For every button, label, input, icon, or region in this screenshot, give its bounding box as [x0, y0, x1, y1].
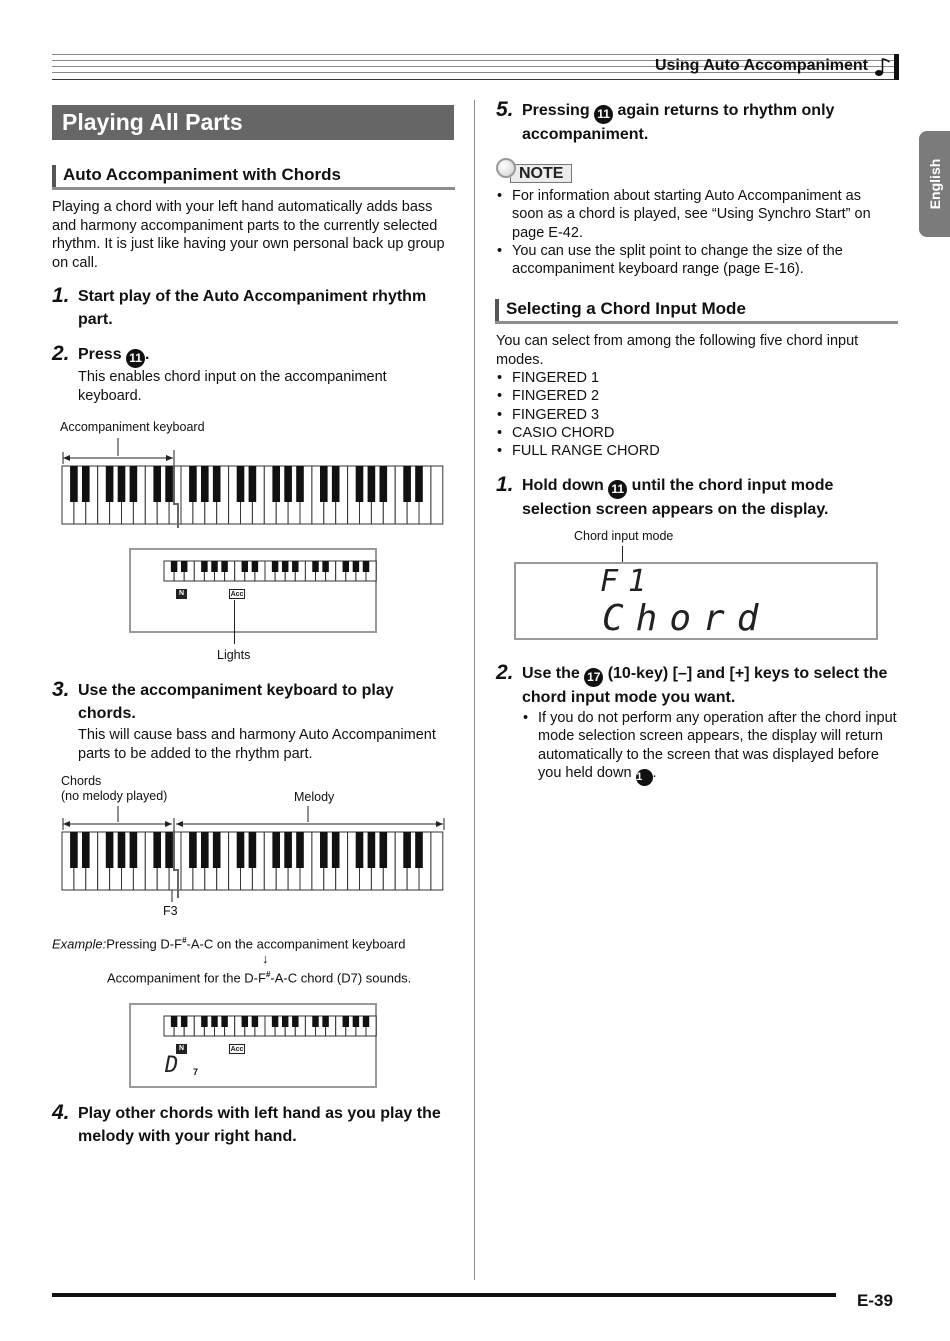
- black-key: [171, 1016, 177, 1027]
- black-key: [201, 832, 209, 868]
- black-key: [70, 832, 78, 868]
- step-number: 2.: [52, 342, 70, 365]
- black-key: [221, 561, 227, 572]
- black-key: [237, 832, 245, 868]
- accompaniment-keyboard-label: Accompaniment keyboard: [60, 420, 205, 434]
- lcd-mode-line1: F1: [600, 564, 657, 599]
- black-key: [189, 832, 197, 868]
- step-text: Press 11 .: [78, 344, 454, 368]
- note-item: • You can use the split point to change the size of the accompaniment keyboard range (page E-16).: [497, 242, 882, 279]
- lights-label: Lights: [217, 648, 251, 662]
- black-key: [379, 832, 387, 868]
- example-line: Example:Pressing D-F#-A-C on the accompaniment keyboard: [52, 936, 406, 952]
- step-number: 4.: [52, 1101, 70, 1124]
- step-text: Play other chords with left hand as you play the melody with your right hand.: [78, 1105, 441, 1145]
- column-divider: [474, 100, 475, 1280]
- lcd-display-mode: [514, 562, 878, 640]
- step-bullets: [523, 709, 899, 786]
- black-key: [153, 832, 161, 868]
- step-number: 5.: [496, 98, 514, 121]
- black-key: [181, 561, 187, 572]
- black-key: [181, 1016, 187, 1027]
- black-key: [353, 561, 359, 572]
- black-key: [249, 832, 257, 868]
- subhead-chord-input-mode: Selecting a Chord Input Mode: [495, 299, 898, 323]
- black-key: [242, 1016, 248, 1027]
- black-key: [242, 561, 248, 572]
- lcd-mini-keyboard: [163, 560, 377, 582]
- normal-indicator: N: [176, 589, 187, 599]
- black-key: [211, 561, 217, 572]
- black-key: [201, 1016, 207, 1027]
- black-key: [320, 832, 328, 868]
- button-11-icon: 11: [636, 769, 653, 786]
- step-text: Use the 17 (10-key) [–] and [+] keys to select the chord input mode you want.: [522, 665, 888, 706]
- footer-rule: [52, 1293, 836, 1297]
- black-key: [272, 1016, 278, 1027]
- black-key: [332, 466, 340, 502]
- subhead-auto-accompaniment: Auto Accompaniment with Chords: [52, 165, 455, 189]
- black-key: [82, 832, 90, 868]
- black-key: [153, 466, 161, 502]
- black-key: [201, 466, 209, 502]
- black-key: [272, 466, 280, 502]
- page-number: E-39: [857, 1291, 893, 1310]
- black-key: [213, 832, 221, 868]
- running-header-title: Using Auto Accompaniment: [654, 57, 868, 74]
- black-key: [356, 832, 364, 868]
- black-key: [165, 832, 173, 868]
- black-key: [368, 832, 376, 868]
- step-text: Pressing 11 again returns to rhythm only accompaniment.: [522, 102, 835, 143]
- black-key: [296, 832, 304, 868]
- button-17-icon: 17: [584, 668, 603, 687]
- black-key: [221, 1016, 227, 1027]
- header-end-bar: [894, 54, 899, 80]
- step-number: 3.: [52, 678, 70, 701]
- black-key: [201, 561, 207, 572]
- black-key: [296, 466, 304, 502]
- intro-paragraph: Playing a chord with your left hand automatically adds bass and harmony accompaniment parts to the currently selected rhythm. It is just like having your own personal back up group on call.: [52, 199, 445, 271]
- black-key: [106, 466, 114, 502]
- note-list: [497, 187, 882, 278]
- chord-mode-list: [497, 369, 877, 460]
- black-key: [332, 832, 340, 868]
- black-key: [312, 1016, 318, 1027]
- black-key: [213, 466, 221, 502]
- step-description: This enables chord input on the accompaniment keyboard.: [78, 369, 387, 404]
- section-title: Playing All Parts: [52, 105, 454, 140]
- black-key: [165, 466, 173, 502]
- step-description: This will cause bass and harmony Auto Accompaniment parts to be added to the rhythm part.: [78, 727, 436, 762]
- chords-label: Chords: [61, 774, 102, 788]
- black-key: [130, 466, 138, 502]
- white-key: [431, 832, 443, 890]
- language-tab: English: [919, 131, 950, 237]
- melody-label: Melody: [294, 790, 335, 804]
- subhead-underline: [495, 321, 898, 324]
- black-key: [118, 832, 126, 868]
- black-key: [130, 832, 138, 868]
- black-key: [252, 561, 258, 572]
- list-item: • If you do not perform any operation after the chord input mode selection screen appears, the display will return automatically to the screen that was displayed before you held down 11 .: [523, 709, 899, 786]
- black-key: [282, 561, 288, 572]
- white-key: [431, 466, 443, 524]
- black-key: [292, 561, 298, 572]
- lcd-display-chord: [129, 1003, 377, 1088]
- music-note-icon: [874, 55, 892, 79]
- note-item: • For information about starting Auto Accompaniment as soon as a chord is played, see “Using Synchro Start” on page E-42.: [497, 187, 882, 242]
- black-key: [368, 466, 376, 502]
- black-key: [320, 466, 328, 502]
- black-key: [282, 1016, 288, 1027]
- black-key: [70, 466, 78, 502]
- step-number: 1.: [52, 284, 70, 307]
- black-key: [363, 561, 369, 572]
- piano-keys: [62, 832, 443, 890]
- acc-indicator: Acc: [230, 1046, 244, 1053]
- black-key: [312, 561, 318, 572]
- list-item: • FULL RANGE CHORD: [497, 442, 877, 460]
- black-key: [106, 832, 114, 868]
- keyboard-illustration: [60, 438, 446, 530]
- note-badge: NOTE: [510, 164, 572, 183]
- step-text: Use the accompaniment keyboard to play chords.: [78, 682, 394, 722]
- piano-keys: [62, 466, 443, 524]
- example-result: Accompaniment for the D-F#-A-C chord (D7) sounds.: [107, 970, 412, 986]
- split-point-label: F3: [163, 904, 178, 918]
- lights-pointer-line: [234, 600, 235, 644]
- black-key: [322, 561, 328, 572]
- step-text: Hold down 11 until the chord input mode selection screen appears on the display.: [522, 477, 834, 518]
- black-key: [249, 466, 257, 502]
- black-key: [379, 466, 387, 502]
- black-key: [189, 466, 197, 502]
- black-key: [356, 466, 364, 502]
- lcd-mode-line2: Chord: [602, 598, 771, 639]
- black-key: [353, 1016, 359, 1027]
- intro-paragraph: You can select from among the following five chord input modes.: [496, 333, 859, 368]
- normal-indicator: N: [176, 1044, 187, 1054]
- button-11-icon: 11: [608, 480, 627, 499]
- lcd-display-lights: [129, 548, 377, 633]
- black-key: [252, 1016, 258, 1027]
- keyboard-split-illustration: [60, 806, 446, 902]
- step-number: 2.: [496, 661, 514, 684]
- black-key: [284, 832, 292, 868]
- chord-input-mode-label: Chord input mode: [574, 529, 674, 543]
- black-key: [403, 832, 411, 868]
- black-key: [171, 561, 177, 572]
- button-11-icon: 11: [594, 105, 613, 124]
- down-arrow-icon: ↓: [262, 951, 269, 966]
- acc-indicator: Acc: [230, 591, 244, 598]
- step-text: Start play of the Auto Accompaniment rhythm part.: [78, 288, 427, 328]
- black-key: [415, 832, 423, 868]
- list-item: • CASIO CHORD: [497, 424, 877, 442]
- black-key: [211, 1016, 217, 1027]
- lcd-chord-type: 7: [193, 1067, 199, 1077]
- no-melody-label: (no melody played): [61, 789, 168, 803]
- black-key: [322, 1016, 328, 1027]
- lcd-mini-keyboard: [163, 1015, 377, 1037]
- black-key: [118, 466, 126, 502]
- button-11-icon: 11: [126, 349, 145, 368]
- list-item: • FINGERED 3: [497, 406, 877, 424]
- subhead-underline: [52, 187, 455, 190]
- black-key: [403, 466, 411, 502]
- black-key: [415, 466, 423, 502]
- step-number: 1.: [496, 473, 514, 496]
- list-item: • FINGERED 1: [497, 369, 877, 387]
- black-key: [284, 466, 292, 502]
- black-key: [272, 832, 280, 868]
- black-key: [363, 1016, 369, 1027]
- black-key: [292, 1016, 298, 1027]
- black-key: [82, 466, 90, 502]
- black-key: [343, 1016, 349, 1027]
- black-key: [343, 561, 349, 572]
- black-key: [237, 466, 245, 502]
- black-key: [272, 561, 278, 572]
- lcd-chord-name: D: [165, 1053, 179, 1078]
- list-item: • FINGERED 2: [497, 387, 877, 405]
- magnifier-icon: [496, 158, 516, 178]
